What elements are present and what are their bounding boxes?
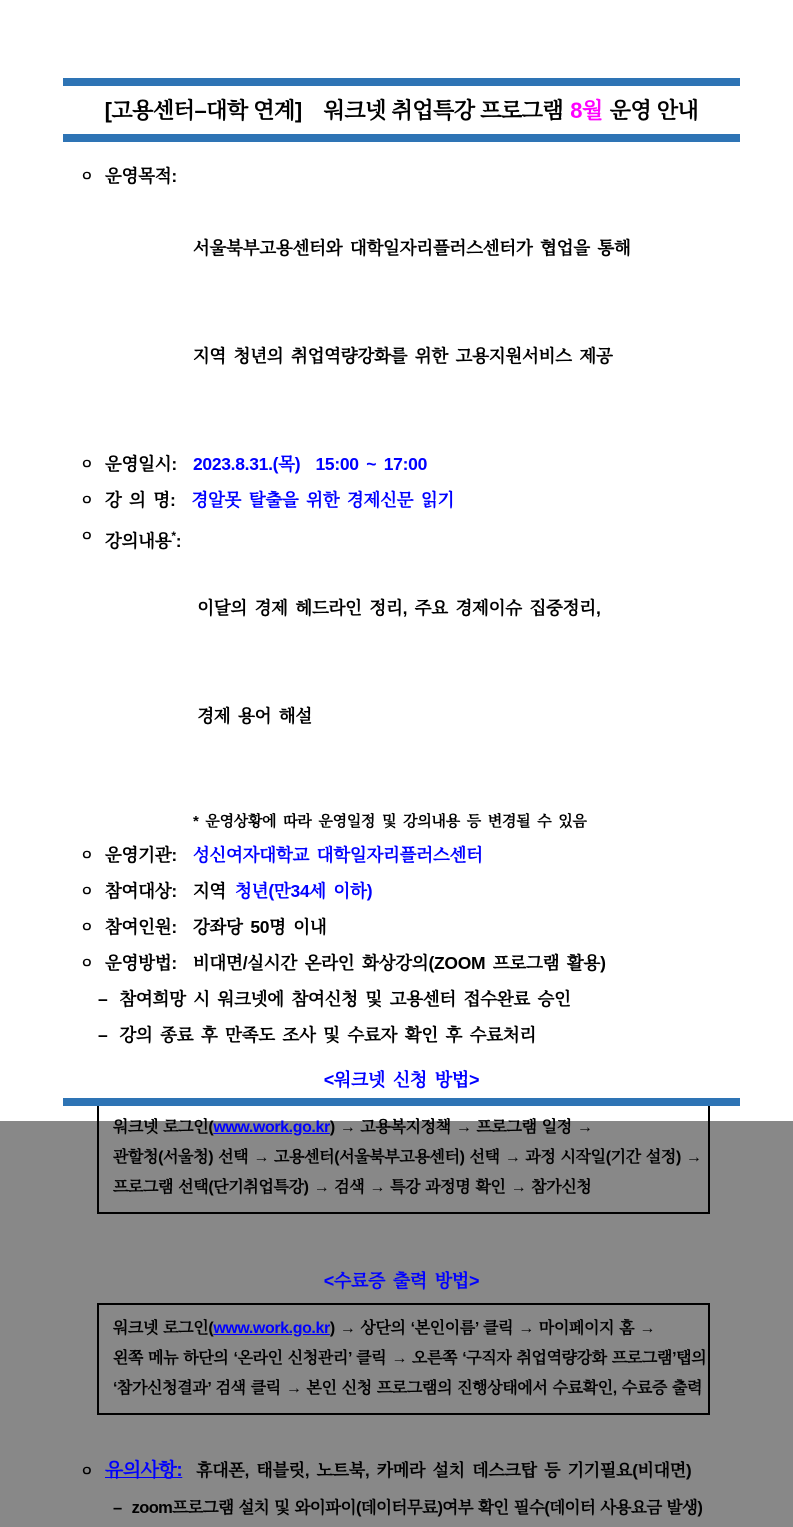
circle-bullet-icon: ㅇ (80, 883, 94, 899)
organizer-label: 운영기관: (105, 845, 177, 865)
lecture-content-value (197, 518, 740, 806)
notes-label: 유의사항: (105, 1460, 183, 1481)
title-bottom-bar (63, 134, 740, 142)
title-bracket: [고용센터–대학 연계] (104, 98, 302, 123)
purpose-label: 운영목적: (105, 166, 177, 186)
capacity-label: 참여인원: (105, 917, 177, 937)
certificate-step-line1 (113, 1314, 694, 1344)
row-capacity (63, 909, 740, 945)
purpose-line1: 서울북부고용센터와 대학일자리플러스센터가 협업을 통해 (192, 238, 631, 258)
apply-steps-box (97, 1102, 710, 1214)
circle-bullet-icon: ㅇ (80, 168, 94, 184)
lecture-name-label: 강 의 명: (105, 490, 176, 510)
certificate-step-line3: ‘참가신청결과’ 검색 클릭 → 본인 신청 프로그램의 진행상태에서 수료확인, 수료증 출력 (113, 1380, 703, 1397)
title-top-bar (63, 78, 740, 86)
lecture-content-label-text: 강의내용 (105, 530, 172, 551)
notes-sub-item (63, 1489, 740, 1527)
target-label: 참여대상: (105, 881, 177, 901)
row-lecture-content (63, 518, 740, 806)
row-target (63, 873, 740, 909)
row-purpose (63, 158, 740, 446)
page-bottom-bar (63, 1098, 740, 1106)
row-datetime (63, 446, 740, 482)
worknet-link[interactable]: www.work.go.kr (213, 1119, 330, 1136)
method-sub-item-1 (63, 981, 740, 1017)
section-spacer (63, 1214, 740, 1254)
certificate-method-heading: <수료증 출력 방법> (323, 1271, 480, 1291)
datetime-label: 운영일시: (105, 454, 177, 474)
content-footnote: * 운영상황에 따라 운영일정 및 강의내용 등 변경될 수 있음 (193, 813, 587, 830)
page-title (63, 86, 740, 134)
apply-line1-post: ) → 고용복지정책 → 프로그램 일정 → (329, 1119, 593, 1136)
method-label: 운영방법: (105, 953, 177, 973)
dash-bullet-icon: – (98, 1025, 108, 1045)
method-value: 비대면/실시간 온라인 화상강의(ZOOM 프로그램 활용) (192, 953, 606, 973)
purpose-value (193, 158, 740, 446)
apply-line1-pre: 워크넷 로그인( (113, 1119, 214, 1136)
circle-bullet-icon: ㅇ (80, 955, 94, 971)
circle-bullet-icon: ㅇ (80, 456, 94, 472)
target-value-blue: 청년(만34세 이하) (235, 881, 373, 901)
row-notes (63, 1453, 740, 1489)
certificate-steps-box (97, 1303, 710, 1415)
circle-bullet-icon: ㅇ (80, 492, 94, 508)
title-main: 워크넷 취업특강 프로그램 (323, 98, 564, 123)
circle-bullet-icon: ㅇ (80, 1463, 94, 1479)
capacity-value: 강좌당 50명 이내 (192, 917, 327, 937)
circle-bullet-icon: ㅇ (80, 919, 94, 935)
row-organizer (63, 837, 740, 873)
certificate-step-line2: 왼쪽 메뉴 하단의 ‘온라인 신청관리’ 클릭 → 오른쪽 ‘구직자 취업역량강화 프로그램’탭의 (113, 1350, 707, 1367)
purpose-line2: 지역 청년의 취업역량강화를 위한 고용지원서비스 제공 (192, 346, 613, 366)
row-lecture-name (63, 482, 740, 518)
title-month-highlight: 8월 (570, 98, 603, 123)
lecture-content-line1: 이달의 경제 헤드라인 정리, 주요 경제이슈 집중정리, (197, 598, 601, 618)
asterisk-marker: * (171, 529, 176, 543)
target-value (193, 873, 740, 909)
datetime-value: 2023.8.31.(목) 15:00 ~ 17:00 (192, 454, 428, 474)
notes-section (63, 1453, 740, 1527)
dash-bullet-icon: – (98, 989, 108, 1009)
dash-bullet-icon: – (113, 1499, 122, 1517)
row-method (63, 945, 740, 981)
lecture-content-colon: : (175, 530, 182, 551)
circle-bullet-icon: ㅇ (80, 847, 94, 863)
notes-sub-text: zoom프로그램 설치 및 와이파이(데이터무료)여부 확인 필수(데이터 사용요금 발생) (131, 1499, 703, 1517)
notes-value: 휴대폰, 태블릿, 노트북, 카메라 설치 데스크탑 등 기기필요(비대면) (196, 1461, 692, 1480)
lecture-name-value: 경알못 탈출을 위한 경제신문 읽기 (191, 490, 455, 510)
method-sub1-text: 참여희망 시 워크넷에 참여신청 및 고용센터 접수완료 승인 (119, 989, 571, 1009)
apply-step-line3: 프로그램 선택(단기취업특강) → 검색 → 특강 과정명 확인 → 참가신청 (113, 1179, 592, 1196)
method-sub2-text: 강의 종료 후 만족도 조사 및 수료자 확인 후 수료처리 (119, 1025, 537, 1045)
worknet-link[interactable]: www.work.go.kr (213, 1320, 330, 1337)
document-body (63, 158, 740, 1527)
circle-bullet-icon: ㅇ (80, 528, 94, 544)
certificate-line1-pre: 워크넷 로그인( (113, 1320, 214, 1337)
organizer-value: 성신여자대학교 대학일자리플러스센터 (192, 845, 483, 865)
apply-step-line1 (113, 1113, 694, 1143)
lecture-content-label (105, 518, 181, 559)
certificate-line1-post: ) → 상단의 ‘본인이름’ 클릭 → 마이페이지 홈 → (329, 1320, 655, 1337)
target-value-black: 지역 (192, 881, 227, 901)
lecture-content-line2: 경제 용어 해설 (197, 706, 313, 726)
method-sub-item-2 (63, 1017, 740, 1053)
title-block (63, 78, 740, 142)
apply-step-line2: 관할청(서울청) 선택 → 고용센터(서울북부고용센터) 선택 → 과정 시작일(기간 설정) → (113, 1149, 702, 1166)
apply-method-heading: <워크넷 신청 방법> (323, 1070, 480, 1090)
title-tail: 운영 안내 (609, 98, 699, 123)
